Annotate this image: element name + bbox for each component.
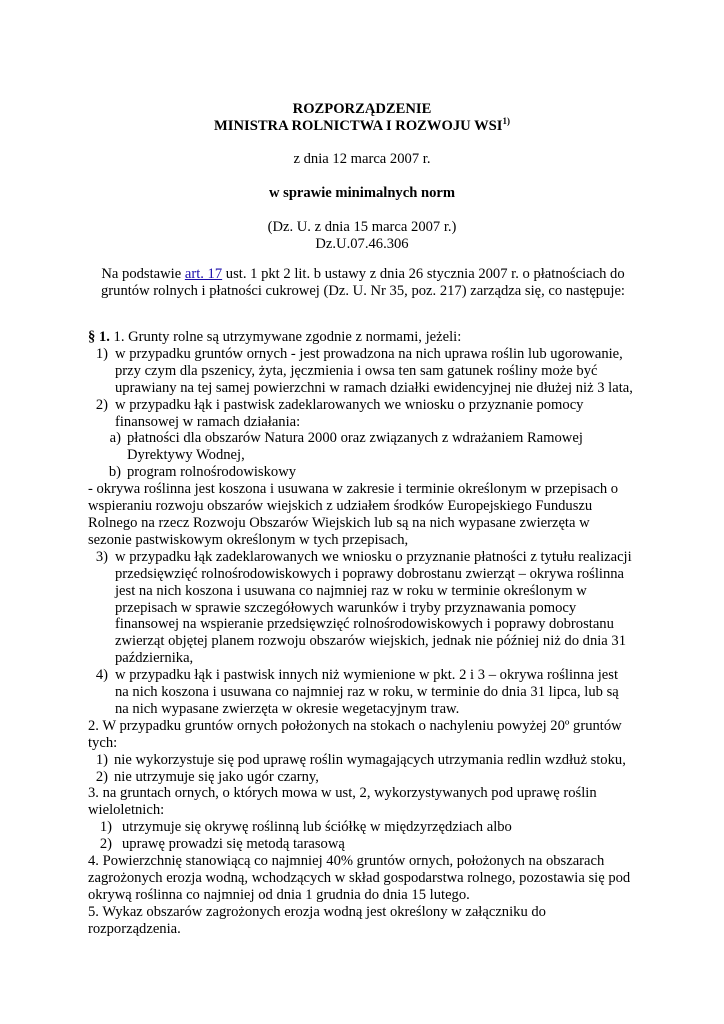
list-item: 2) nie utrzymuje się jako ugór czarny,: [95, 768, 319, 785]
preamble: Na podstawie art. 17 ust. 1 pkt 2 lit. b ustawy z dnia 26 stycznia 2007 r. o płatnościach do gruntów rolnych i płatności cukrowej (Dz. U. Nr 35, poz. 217) zarządza się, co następuje:: [101, 266, 625, 299]
section-1-intro: § 1. 1. Grunty rolne są utrzymywane zgodnie z normami, jeżeli:: [88, 329, 462, 345]
publication-note: (Dz. U. z dnia 15 marca 2007 r.): [267, 218, 457, 235]
journal-reference: Dz.U.07.46.306: [315, 235, 409, 252]
list-item: 3) w przypadku łąk zadeklarowanych we wniosku o przyznanie płatności z tytułu realizacji przedsięwzięć rolnośrodowiskowych i poprawy dobrostanu zwierząt – okrywa roślinna jest na nich koszona i usuwana co najmniej raz w roku w terminie określonym w przepisach w sprawie szczegółowych warunków i tryby przyznawania pomocy finansowej na wspieranie przedsięwzięć rolnośrodowiskowych i poprawy dobrostanu zwierząt objętej planem rozwoju obszarów wiejskich, jednak nie później niż do dnia 31 października,: [95, 548, 632, 667]
paragraph-5: 5. Wykaz obszarów zagrożonych erozja wodną jest określony w załączniku do rozporządzenia.: [88, 903, 546, 937]
title-line-2: MINISTRA ROLNICTWA I ROZWOJU WSI$^{1)}$: [214, 115, 510, 134]
list-item: 1) nie wykorzystuje się pod uprawę roślin wymagających utrzymania redlin wzdłuż stoku,: [95, 751, 626, 768]
issue-date: z dnia 12 marca 2007 r.: [293, 150, 431, 167]
list-item: 1) w przypadku gruntów ornych - jest prowadzona na nich uprawa roślin lub ugorowanie, przy czym dla pszenicy, żyta, jęczmienia i owsa ten sam gatunek rośliny może być uprawiany na tej samej powierzchni w ramach działki ewidencyjnej nie dłużej niż 3 lata,: [95, 345, 633, 396]
list-item: 4) w przypadku łąk i pastwisk innych niż wymienione w pkt. 2 i 3 – okrywa roślinna jest na nich koszona i usuwana co najmniej raz w roku, w terminie do dnia 31 lipca, lub są na nich wypasane zwierzęta w okresie wegetacyjnym traw.: [95, 667, 619, 717]
subject-line: w sprawie minimalnych norm: [268, 184, 456, 201]
paragraph-2: 2. W przypadku gruntów ornych położonych na stokach o nachyleniu powyżej 20º gruntów tych:: [88, 717, 622, 751]
point-2-conclusion: - okrywa roślinna jest koszona i usuwana w zakresie i terminie określonym w przepisach o wspieraniu rozwoju obszarów wiejskich z udziałem środków Europejskiego Funduszu Rolnego na rzecz Rozwoju Obszarów Wiejskich lub są na nich wypasane zwierzęta w sezonie pastwiskowym określonym w tych przepisach,: [88, 481, 619, 548]
list-item: 2) w przypadku łąk i pastwisk zadeklarowanych we wniosku o przyznanie pomocy finansowej w ramach działania:: [95, 396, 584, 430]
section-mark: § 1.: [88, 329, 110, 345]
title-line-1: ROZPORZĄDZENIE: [292, 101, 432, 117]
section-1: [88, 329, 633, 938]
sub-list-item: b) program rolnośrodowiskowy: [108, 464, 297, 481]
sub-list-item: a) płatności dla obszarów Natura 2000 oraz związanych z wdrażaniem Ramowej Dyrektywy Wodnej,: [109, 430, 583, 464]
footnote-mark: 1): [502, 115, 510, 126]
article-link[interactable]: art. 17: [184, 266, 223, 282]
document-header: [0, 101, 724, 252]
list-item: 1) utrzymuje się okrywę roślinną lub ściółkę w międzyrzędziach albo: [99, 819, 512, 836]
list-item: 2) uprawę prowadzi się metodą tarasową: [99, 836, 345, 853]
paragraph-4: 4. Powierzchnię stanowiącą co najmniej 40% gruntów ornych, położonych na obszarach zagrożonych erozja wodną, wchodzących w skład gospodarstwa rolnego, pozostawia się pod okrywą roślinna co najmniej od dnia 1 grudnia do dnia 15 lutego.: [88, 853, 631, 903]
paragraph-3: 3. na gruntach ornych, o których mowa w ust, 2, wykorzystywanych pod uprawę roślin wieloletnich:: [88, 785, 597, 819]
